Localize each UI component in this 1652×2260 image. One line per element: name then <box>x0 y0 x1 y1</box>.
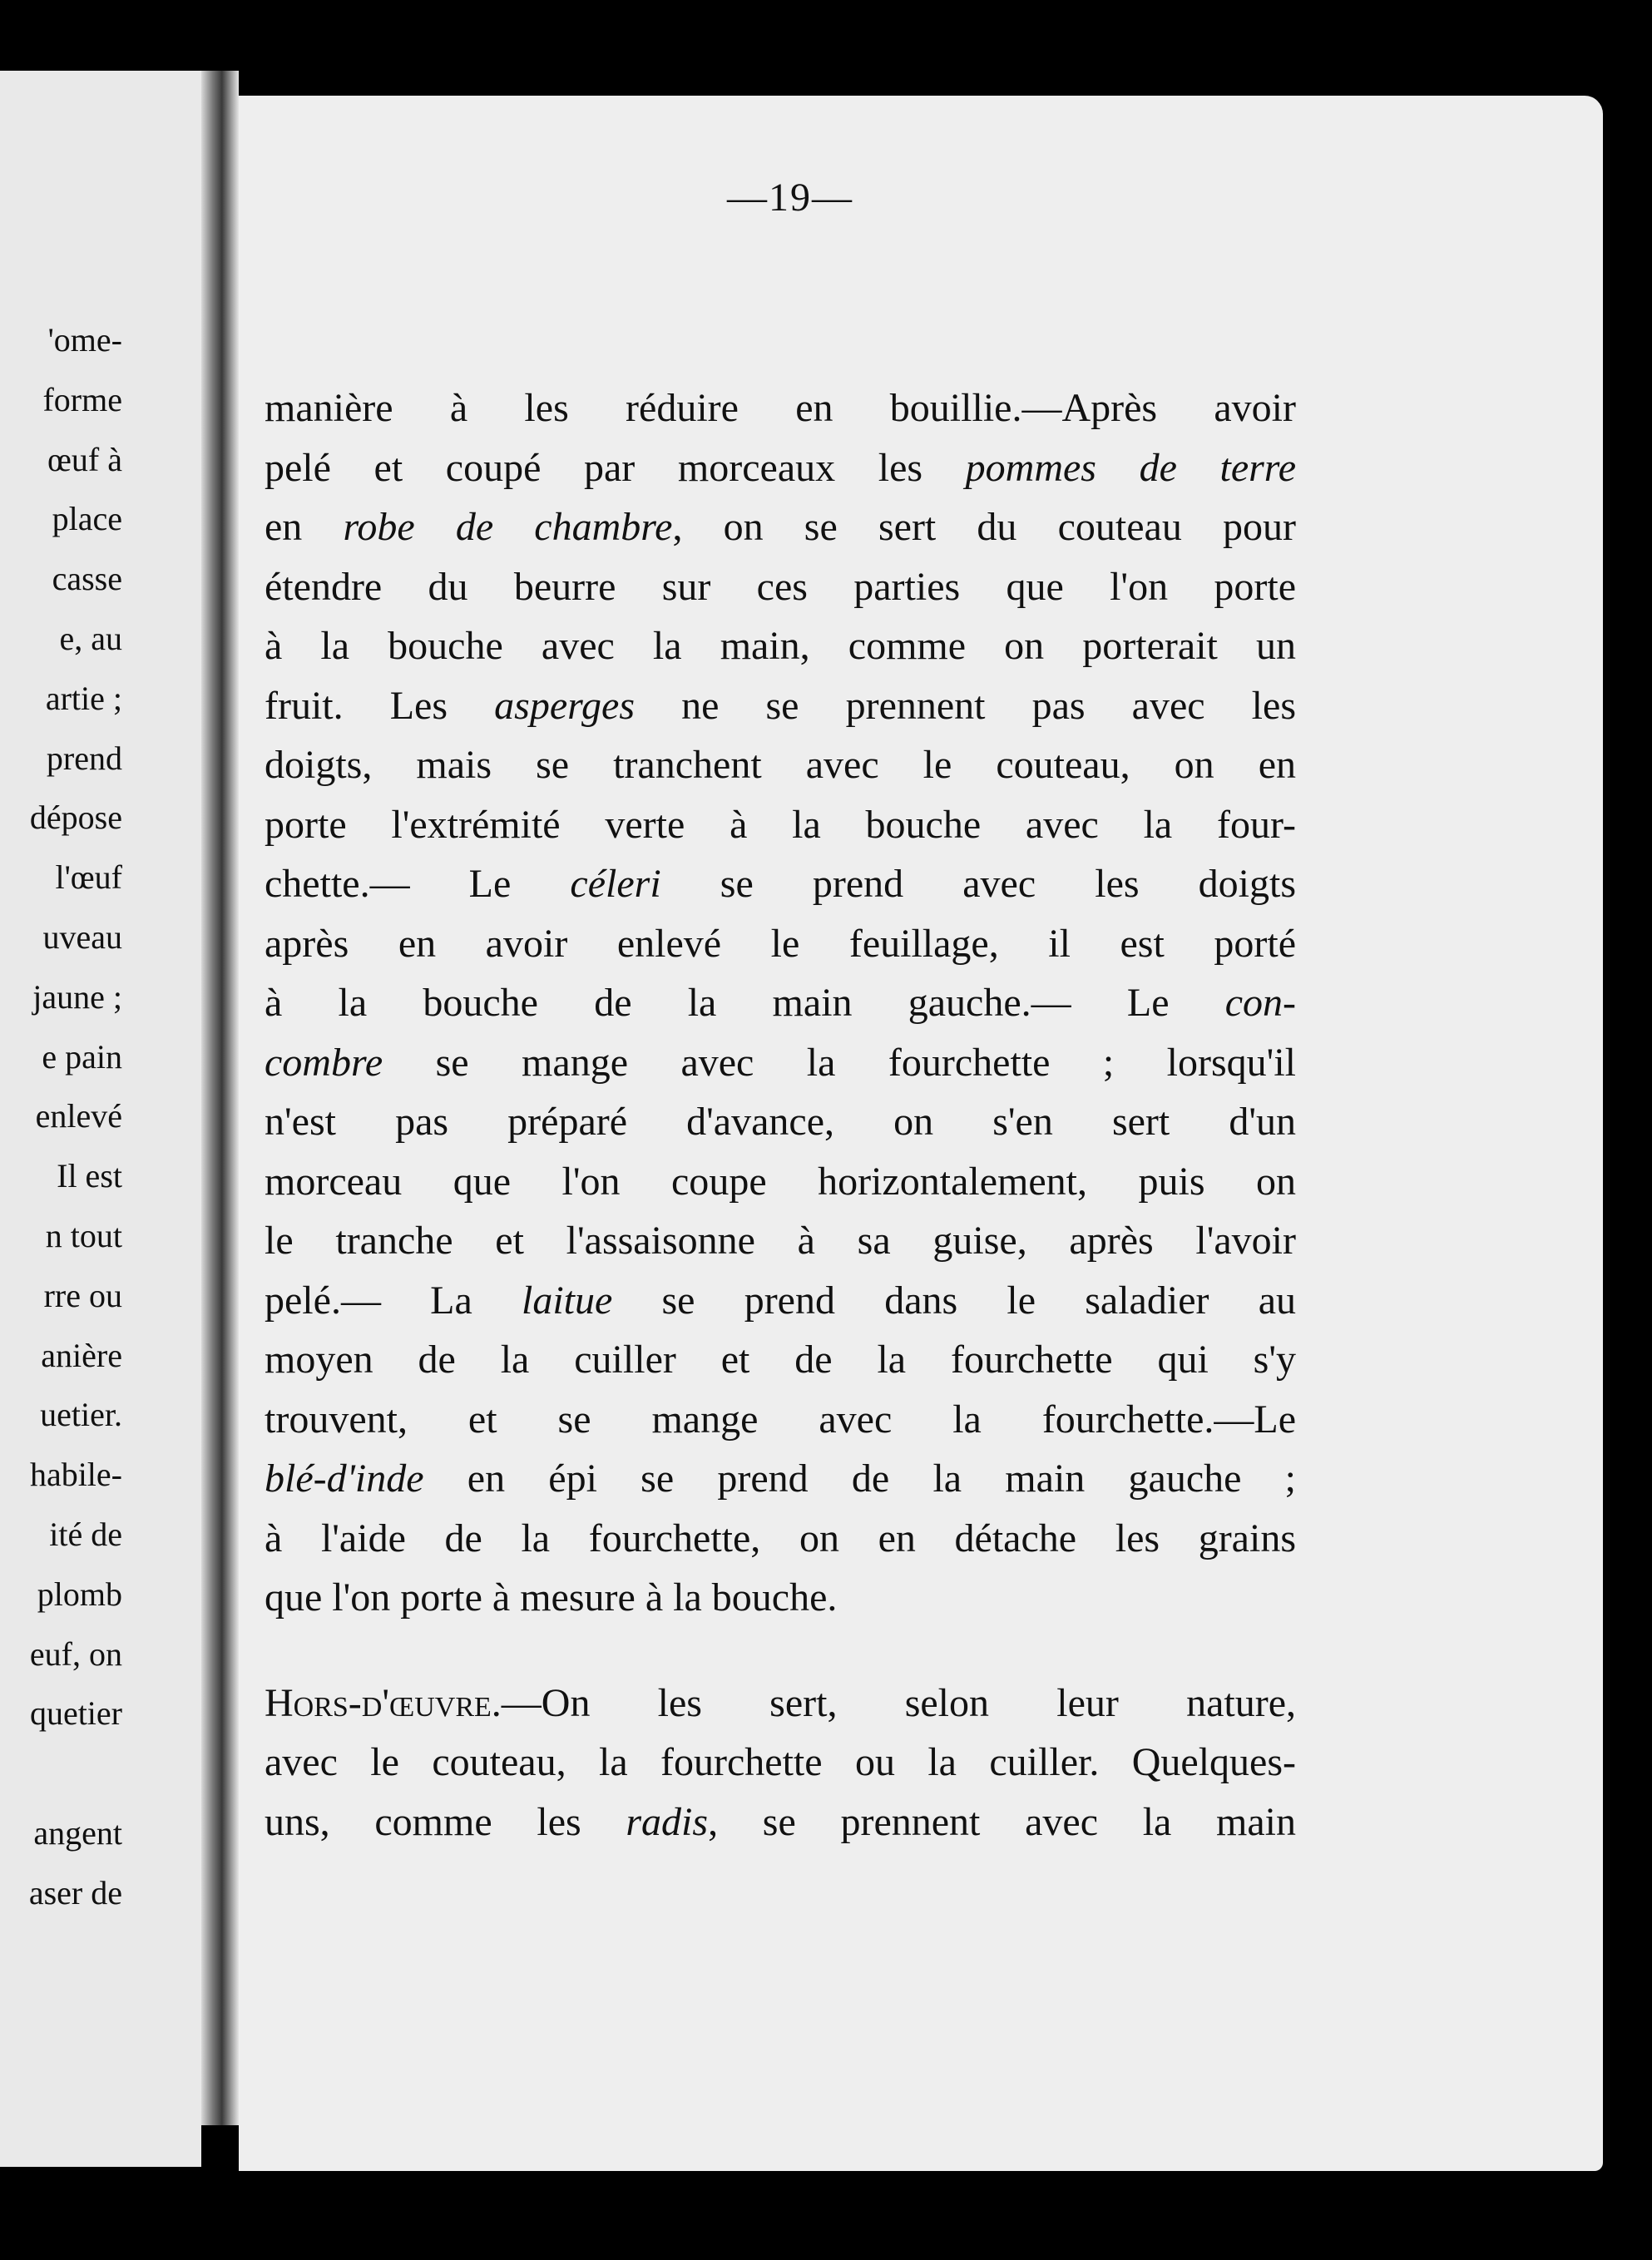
emphasis: asperges <box>494 683 636 728</box>
facing-page-line: forme <box>42 380 122 418</box>
emphasis: con- <box>1224 981 1296 1025</box>
text-line: chette.— Le céleri se prend avec les doigts <box>265 862 1296 906</box>
text-line: à l'aide de la fourchette, on en détache les grains <box>265 1516 1296 1560</box>
paragraph-2 <box>265 1674 1296 1852</box>
facing-page-line: prend <box>46 739 122 777</box>
facing-page-line: 'ome- <box>47 321 122 359</box>
text-line: étendre du beurre sur ces parties que l'on porte <box>265 564 1296 609</box>
text-line: Hors-d'œuvre.—On les sert, selon leur nature, <box>265 1680 1296 1725</box>
text-line: moyen de la cuiller et de la fourchette qui s'y <box>265 1338 1296 1382</box>
text-line: trouvent, et se mange avec la fourchette.—Le <box>265 1397 1296 1442</box>
facing-page-line: œuf à <box>47 440 122 478</box>
book-gutter <box>201 71 239 2125</box>
text-line: blé-d'inde en épi se prend de la main gauche ; <box>265 1456 1296 1501</box>
text-line: manière à les réduire en bouillie.—Après avoir <box>265 386 1296 430</box>
facing-page-line: enlevé <box>35 1097 122 1135</box>
facing-page-left <box>0 71 201 2167</box>
facing-page-line: ité de <box>49 1516 122 1553</box>
text-line: à la bouche avec la main, comme on porterait un <box>265 624 1296 668</box>
emphasis: robe de chambre <box>343 505 673 549</box>
facing-page-line: e, au <box>59 620 122 657</box>
facing-page-line: jaune ; <box>32 977 122 1016</box>
facing-page-line: Il est <box>57 1157 122 1195</box>
emphasis: laitue <box>521 1278 613 1323</box>
text-line: uns, comme les radis, se prennent avec la main <box>265 1799 1296 1844</box>
facing-page-line: uveau <box>42 918 122 956</box>
facing-page-line: quetier <box>29 1694 122 1733</box>
text-line: morceau que l'on coupe horizontalement, puis on <box>265 1159 1296 1204</box>
text-line: en robe de chambre, on se sert du couteau pour <box>265 505 1296 549</box>
emphasis: combre <box>265 1040 383 1085</box>
paragraph-1 <box>265 378 1296 1628</box>
facing-page-line: uetier. <box>40 1396 122 1434</box>
facing-page-line: rre ou <box>43 1276 122 1314</box>
emphasis: pommes de terre <box>965 445 1296 490</box>
text-line: fruit. Les asperges ne se prennent pas avec les <box>265 683 1297 728</box>
facing-page-line: euf, on <box>29 1634 122 1673</box>
emphasis: céleri <box>570 862 661 906</box>
facing-page-line: habile- <box>29 1456 122 1494</box>
facing-page-line: e pain <box>42 1037 122 1076</box>
facing-page-line: aser de <box>28 1873 122 1911</box>
text-line: que l'on porte à mesure à la bouche. <box>265 1575 838 1620</box>
emphasis: blé-d'inde <box>265 1456 424 1501</box>
text-line: pelé et coupé par morceaux les pommes de terre <box>265 445 1296 490</box>
text-line: doigts, mais se tranchent avec le couteau, on en <box>265 743 1296 787</box>
facing-page-line: plomb <box>37 1575 122 1613</box>
facing-page-line: angent <box>33 1814 122 1852</box>
emphasis: radis <box>626 1799 709 1844</box>
text-line: porte l'extrémité verte à la bouche avec la four- <box>265 802 1296 847</box>
facing-page-line: n tout <box>45 1217 122 1254</box>
section-heading: Hors-d'œuvre. <box>265 1680 502 1725</box>
text-line: combre se mange avec la fourchette ; lorsqu'il <box>265 1040 1296 1085</box>
text-line: n'est pas préparé d'avance, on s'en sert d'un <box>265 1100 1296 1144</box>
text-line: avec le couteau, la fourchette ou la cuiller. Quelques- <box>265 1740 1296 1784</box>
facing-page-line: l'œuf <box>55 858 122 897</box>
facing-page-line: casse <box>52 560 122 598</box>
text-line: pelé.— La laitue se prend dans le saladier au <box>265 1278 1296 1323</box>
page-number: —19— <box>727 176 853 220</box>
facing-page-line: place <box>52 500 122 538</box>
text-line: après en avoir enlevé le feuillage, il est porté <box>265 921 1296 966</box>
facing-page-line: artie ; <box>45 679 122 717</box>
text-line: le tranche et l'assaisonne à sa guise, après l'avoir <box>265 1219 1296 1263</box>
facing-page-line: dépose <box>29 799 122 837</box>
text-line: à la bouche de la main gauche.— Le con- <box>265 981 1296 1025</box>
facing-page-line: anière <box>41 1336 122 1374</box>
page-body <box>265 378 1296 1852</box>
